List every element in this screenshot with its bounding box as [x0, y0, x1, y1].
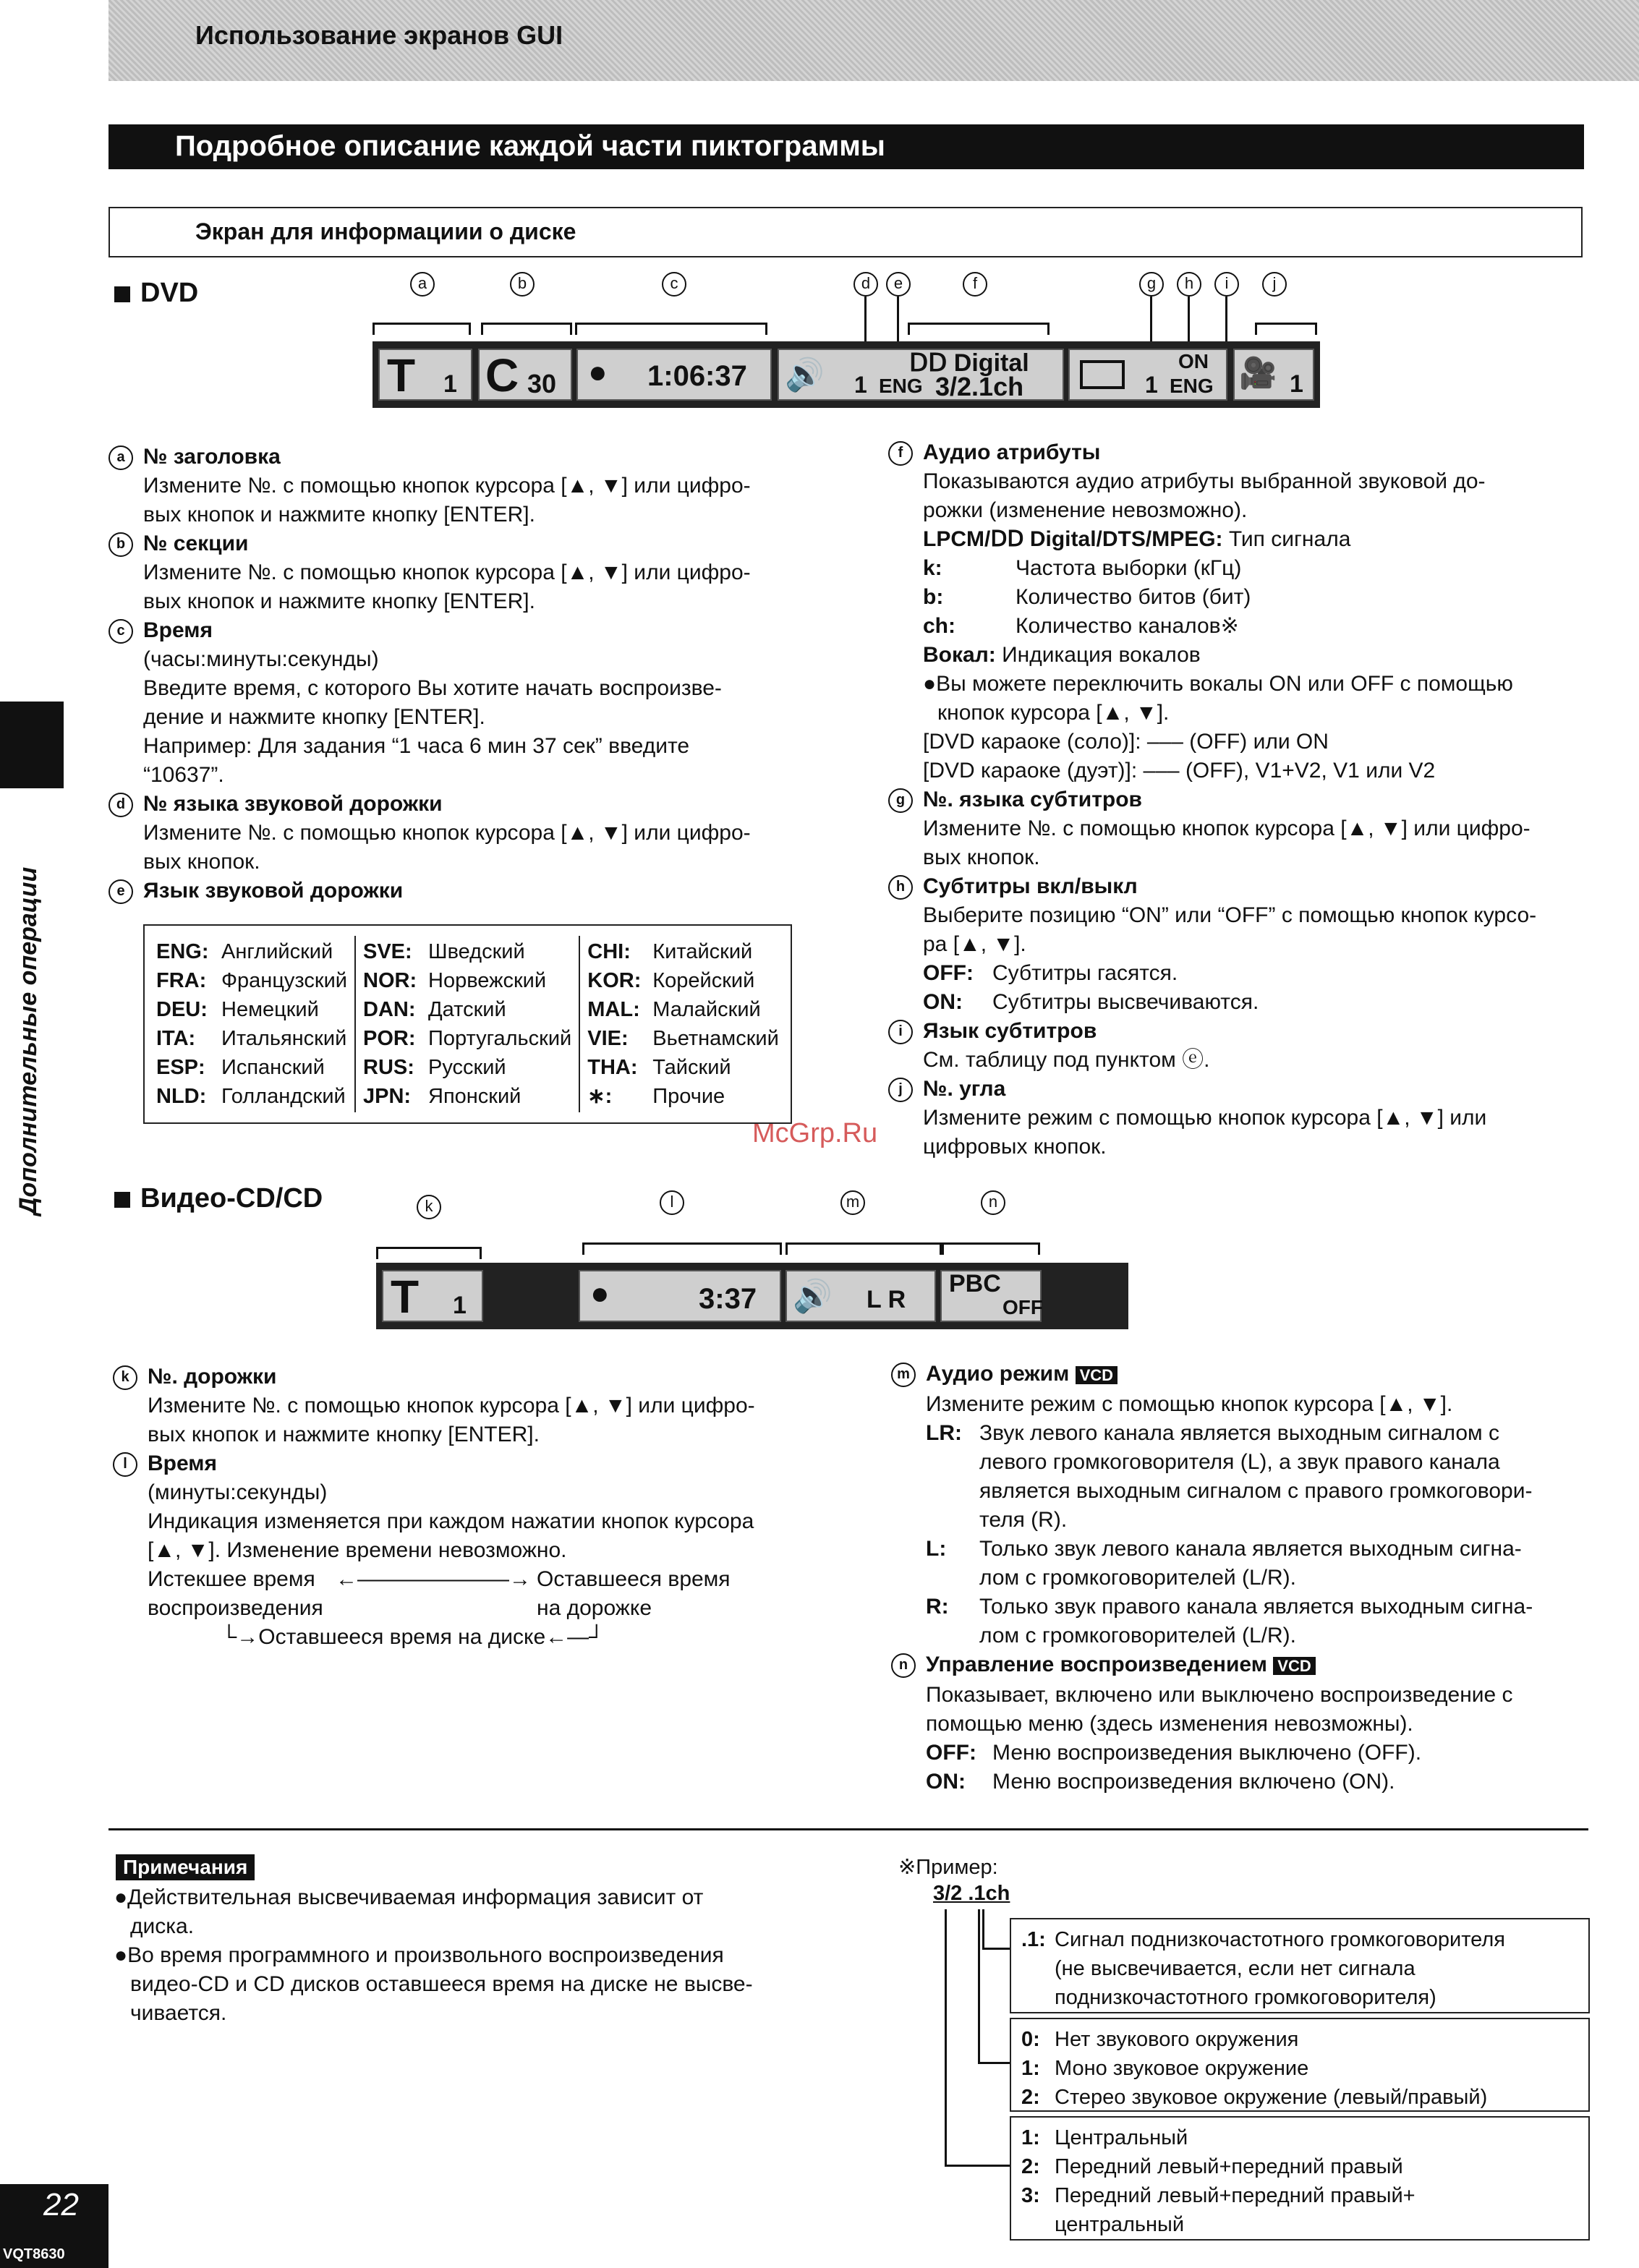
subtitle-icon	[1080, 360, 1125, 389]
section-header	[108, 0, 1639, 81]
dvd-right-column: f Аудио атрибуты Показываются аудио атрибуты выбранной звуковой до- рожки (изменение невозможно). LPCM/ⅮⅮ Digital/DTS/MPEG: Тип сигнала k: Частота выборки (кГц) b: Количество битов (бит) ch: Количество каналов※ Вокал: Индикация вокалов ●Вы можете переключить вокалы ON или OFF с помощью кнопок курсора [▲, ▼]. [DVD караоке (соло)]: ––– (OFF) или ON [DVD караоке (дуэт)]: ––– (OFF), V1+V2, V1 или V2 g №. языка субтитров Измените №. с помощью кнопок курсора [▲, ▼] или цифро- вых кнопок. h Субтитры вкл/выкл Выберите позицию “ON” или “OFF” с помощью кнопок курсо- ра [▲, ▼]. OFF: Субтитры гасятся. ON: Субтитры высвечиваются. i Язык субтитров См. таблицу под пунктом ⓔ. j №. угла Измените режим с помощью кнопок курсора [▲, ▼] или цифровых кнопок.	[888, 438, 1590, 1161]
example-box-surround: 0: Нет звукового окружения 1: Моно звуковое окружение 2: Стерео звуковое окружение (левый/правый)	[1010, 2018, 1590, 2112]
callout-e: e	[886, 272, 911, 297]
vcd-osd-diagram	[376, 1190, 1128, 1357]
mark-b: b	[108, 532, 133, 557]
vcd-badge: VCD	[1273, 1657, 1315, 1675]
callout-i: i	[1214, 272, 1239, 297]
subtitle-box	[108, 207, 1583, 257]
language-table: ENG: Английский FRA: Французский DEU: Немецкий ITA: Итальянский ESP: Испанский NLD: Голландский SVE: Шведский NOR: Норвежский DAN: Датский POR: Португальский RUS: Русский JPN: Японский CHI: Китайский KOR: Корейский MAL: Малайский VIE: Вьетнамский THA: Тайский ∗: Прочие	[143, 924, 792, 1124]
page-title: Подробное описание каждой части пиктограммы	[175, 130, 885, 162]
callout-c: c	[662, 272, 686, 297]
osd-subtitle-cell: 1 ON ENG	[1068, 349, 1227, 401]
mark-j: j	[888, 1078, 913, 1102]
mark-n: n	[891, 1653, 916, 1678]
example-box-front: 1: Центральный 2: Передний левый+передний правый 3: Передний левый+передний правый+ центральный	[1010, 2116, 1590, 2241]
document-code: VQT8630	[3, 2246, 65, 2262]
vcd-osd-bar	[376, 1263, 1128, 1329]
mark-a: a	[108, 446, 133, 470]
mark-l: l	[113, 1452, 137, 1477]
callout-h: h	[1177, 272, 1201, 297]
osd-audio-cell: 🔊 1 ENG ⅮⅮ Digital 3/2.1ch	[778, 349, 1064, 401]
vcd-left-column: k №. дорожки Измените №. с помощью кнопок курсора [▲, ▼] или цифро- вых кнопок и нажмите кнопку [ENTER]. l Время (минуты:секунды) Индикация изменяется при каждом нажатии кнопок курсора [▲, ▼]. Изменение времени невозможно. Истекшее время воспроизведения ←———————→ Оставшееся время на дорожке └→Оставшееся время на диске←—┘	[113, 1363, 814, 1652]
mark-h: h	[888, 875, 913, 900]
callout-n: n	[981, 1190, 1005, 1215]
osd-audio-mode-cell: 🔊 L R	[786, 1270, 936, 1322]
osd-title-cell: T 1	[378, 349, 472, 401]
callout-k: k	[417, 1195, 441, 1219]
mark-k: k	[113, 1365, 137, 1390]
mark-d: d	[108, 793, 133, 817]
callout-j: j	[1262, 272, 1287, 297]
dvd-osd-bar	[372, 341, 1320, 408]
callout-d: d	[853, 272, 878, 297]
example-box-lfe: .1: Сигнал поднизкочастотного громкоговорителя (не высвечивается, если нет сигнала поднизкочастотного громкоговорителя)	[1010, 1918, 1590, 2013]
callout-l: l	[660, 1190, 684, 1215]
osd-pbc-cell: PBC OFF	[940, 1270, 1042, 1322]
speaker-icon: 🔊	[785, 357, 825, 393]
osd-time-cell: ● 1:06:37	[576, 349, 772, 401]
section-header-text: Использование экранов GUI	[195, 20, 563, 50]
mark-i: i	[888, 1020, 913, 1044]
notes-text: ●Действительная высвечиваемая информация зависит от диска. ●Во время программного и произвольного воспроизведения видео-CD и CD дисков оставшееся время на диске не высве- чивается.	[114, 1885, 753, 2025]
page-number-block	[0, 2184, 108, 2268]
osd-chapter-cell: C 30	[478, 349, 572, 401]
camera-icon: 🎥	[1239, 356, 1277, 390]
example-label: ※Пример:	[898, 1856, 998, 1879]
timer-icon: ●	[588, 354, 608, 390]
example-code: 3/2 .1ch	[933, 1882, 1010, 1905]
callout-a: a	[410, 272, 435, 297]
osd-angle-cell: 🎥 1	[1233, 349, 1314, 401]
callout-g: g	[1139, 272, 1164, 297]
callout-b: b	[510, 272, 535, 297]
mark-f: f	[888, 441, 913, 466]
dvd-heading: DVD	[114, 278, 198, 309]
subtitle: Экран для информациии о диске	[195, 218, 576, 244]
notes-label: Примечания	[116, 1854, 255, 1880]
timer-icon: ●	[590, 1276, 610, 1311]
vcd-heading: Видео-CD/CD	[114, 1183, 323, 1214]
mark-e: e	[108, 879, 133, 904]
mark-m: m	[891, 1363, 916, 1387]
side-label: Дополнительные операции	[14, 866, 42, 1215]
watermark: McGrp.Ru	[752, 1118, 878, 1148]
vcd-badge: VCD	[1076, 1366, 1118, 1384]
speaker-icon: 🔊	[793, 1279, 833, 1314]
divider	[108, 1828, 1588, 1830]
mark-g: g	[888, 788, 913, 813]
callout-f: f	[963, 272, 987, 297]
page-number: 22	[43, 2187, 79, 2222]
osd-track-cell: T 1	[382, 1270, 483, 1322]
page-title-bar	[108, 124, 1584, 169]
osd-vcd-time-cell: ● 3:37	[579, 1270, 781, 1322]
dvd-osd-diagram	[372, 272, 1320, 431]
side-tab	[0, 702, 64, 788]
callout-m: m	[840, 1190, 865, 1215]
mark-c: c	[108, 619, 133, 644]
vcd-right-column: m Аудио режим VCD Измените режим с помощью кнопок курсора [▲, ▼]. LR: Звук левого канала является выходным сигналом с левого громкоговорителя (L), а звук правого канала является выходным сигналом с правого громкоговори- теля (R). L: Только звук левого канала является выходным сигна- лом с громкоговорителей (L/R). R: Только звук правого канала является выходным сигна- лом с громкоговорителей (L/R). n Управление воспроизведением VCD Показывает, включено или выключено воспроизведение с помощью меню (здесь изменения невозможны). OFF: Меню воспроизведения выключено (OFF). ON: Меню воспроизведения включено (ON).	[891, 1360, 1588, 1796]
dvd-left-column: a № заголовка Измените №. с помощью кнопок курсора [▲, ▼] или цифро- вых кнопок и нажмите кнопку [ENTER]. b № секции Измените №. с помощью кнопок курсора [▲, ▼] или цифро- вых кнопок и нажмите кнопку [ENTER]. c Время (часы:минуты:секунды) Введите время, с которого Вы хотите начать воспроизве- дение и нажмите кнопку [ENTER]. Например: Для задания “1 часа 6 мин 37 сек” введите “10637”. d № языка звуковой дорожки Измените №. с помощью кнопок курсора [▲, ▼] или цифро- вых кнопок. e Язык звуковой дорожки	[108, 443, 810, 905]
